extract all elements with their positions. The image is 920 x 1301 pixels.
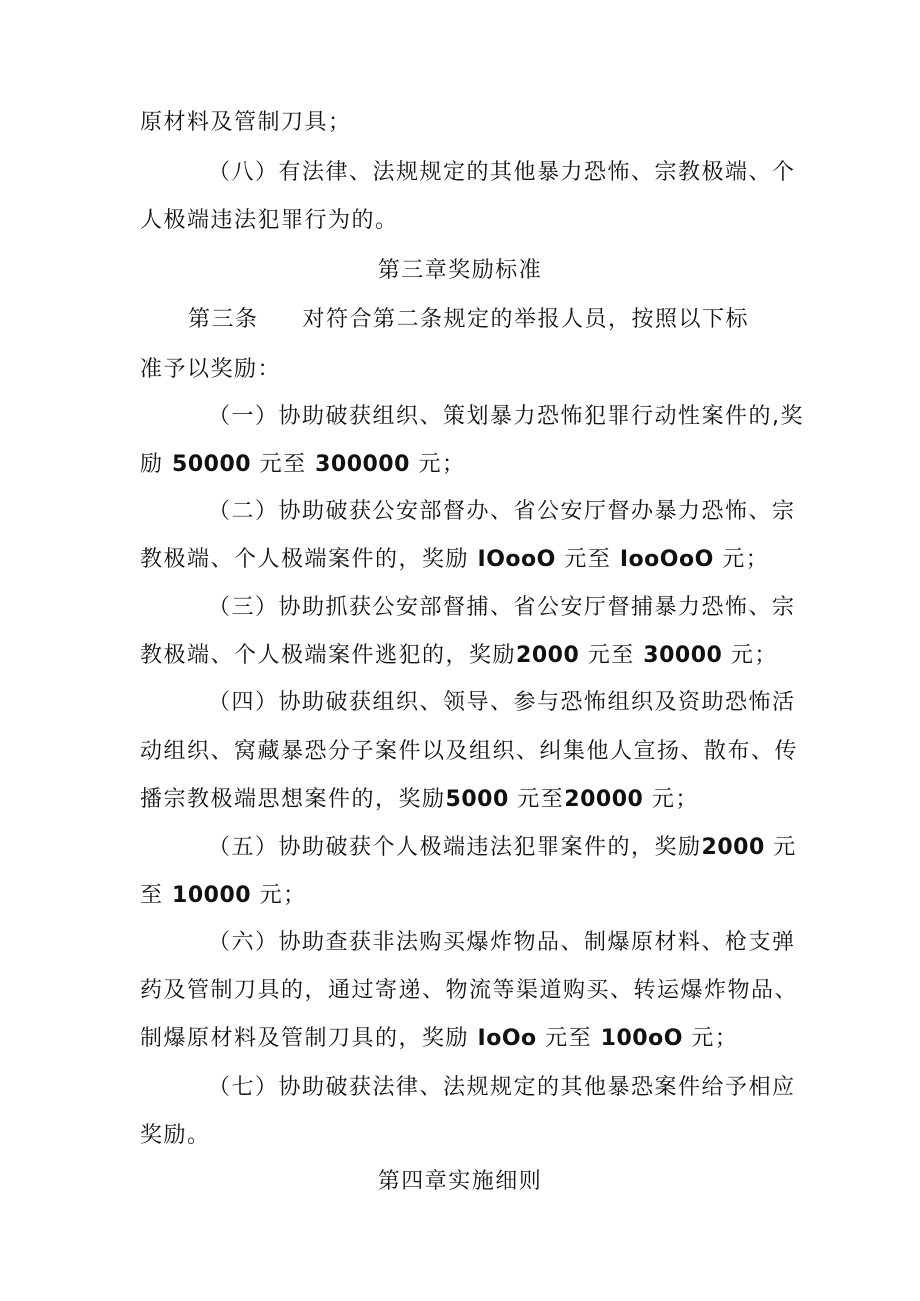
amount-value: 2000 [516, 643, 580, 668]
chapter-heading: 第三章奖励标准 [377, 258, 543, 283]
amount-value: 10000 [172, 883, 252, 908]
text-line: （二）协助破获公安部督办、省公安厅督办暴力恐怖、宗 [208, 499, 796, 524]
amount-value: 20000 [564, 787, 644, 812]
text-line: （三）协助抓获公安部督捕、省公安厅督捕暴力恐怖、宗 [208, 595, 796, 620]
amount-value: IoOo [477, 1026, 537, 1051]
article-line: 第三条 对符合第二条规定的举报人员，按照以下标 [188, 307, 750, 332]
amount-value: 2000 [701, 835, 765, 860]
text-line: （一）协助破获组织、策划暴力恐怖犯罪行动性案件的,奖 [208, 404, 804, 429]
amount-value: 100oO [600, 1026, 683, 1051]
text-line: 励 50000 元至 300000 元； [140, 452, 466, 477]
amount-value: 50000 [172, 452, 252, 477]
text-line: （四）协助破获组织、领导、参与恐怖组织及资助恐怖活 [208, 690, 796, 715]
text-line: 准予以奖励： [140, 357, 282, 382]
text-line: 教极端、个人极端案件逃犯的，奖励2000 元至 30000 元； [140, 643, 778, 668]
text-line: 教极端、个人极端案件的，奖励 IOooO 元至 IooOoO 元； [140, 547, 770, 572]
amount-value: 300000 [315, 452, 410, 477]
text-line: （六）协助查获非法购买爆炸物品、制爆原材料、枪支弹 [208, 930, 796, 955]
text-line: （七）协助破获法律、法规规定的其他暴恐案件给予相应 [208, 1075, 796, 1100]
amount-value: 30000 [643, 643, 723, 668]
text-line: 制爆原材料及管制刀具的，奖励 IoOo 元至 100oO 元； [140, 1026, 739, 1051]
amount-value: 5000 [445, 787, 509, 812]
text-line: 至 10000 元； [140, 883, 307, 908]
text-line: 人极端违法犯罪行为的。 [140, 208, 399, 233]
amount-value: IooOoO [619, 547, 714, 572]
text-line: 播宗教极端思想案件的，奖励5000 元至20000 元； [140, 787, 699, 812]
text-line: （五）协助破获个人极端违法犯罪案件的，奖励2000 元 [208, 835, 797, 860]
text-line: 原材料及管制刀具； [140, 110, 352, 135]
text-line: 奖励。 [140, 1123, 211, 1148]
amount-value: IOooO [477, 547, 556, 572]
text-line: 动组织、窝藏暴恐分子案件以及组织、纠集他人宣扬、散布、传 [140, 739, 799, 764]
text-line: 药及管制刀具的，通过寄递、物流等渠道购买、转运爆炸物品、 [140, 978, 799, 1003]
text-line: （八）有法律、法规规定的其他暴力恐怖、宗教极端、个 [208, 160, 796, 185]
chapter-heading: 第四章实施细则 [377, 1169, 543, 1194]
article-label: 第三条 [188, 307, 259, 332]
